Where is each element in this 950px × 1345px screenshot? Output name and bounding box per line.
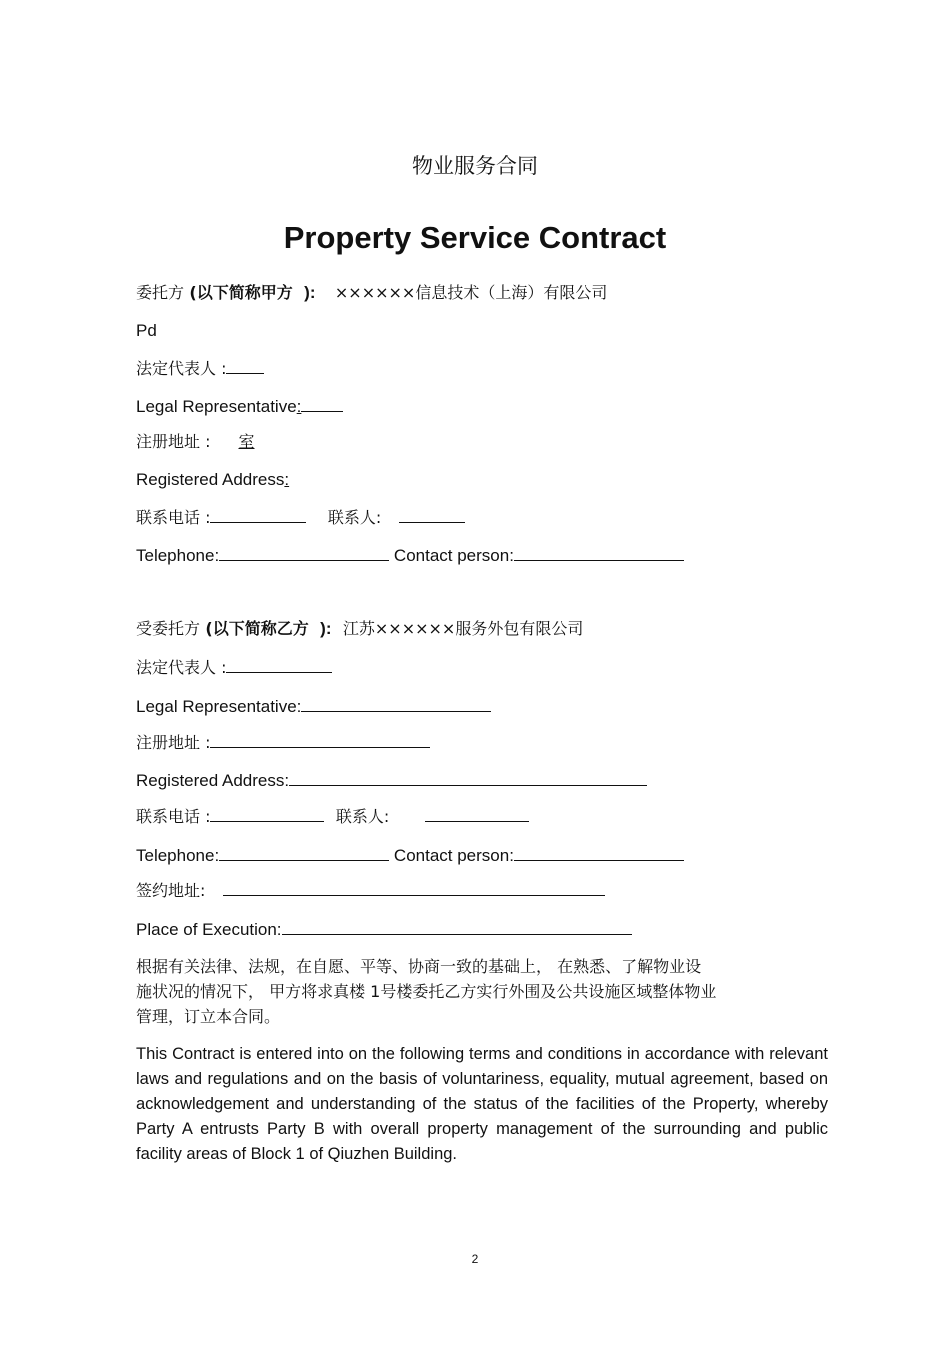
party-b-contact-cn: 联系人: [335,807,390,826]
party-b-contact-cn-blank[interactable] [425,805,529,822]
party-b-reg-addr-en: Registered Address: [136,771,290,790]
party-a-phone-cn-line [136,506,465,529]
party-a-contact-en: Contact person: [393,546,514,565]
place-cn-blank[interactable] [223,879,605,896]
party-b-label: 受委托方 [136,619,201,638]
preamble-cn-line-1: 根据有关法律、法规，在自愿、平等、协商一致的基础上， 在熟悉、了解物业设 [136,957,702,976]
party-a-name: ××××××信息技术（上海）有限公司 [334,283,608,302]
party-b-contact-en-blank[interactable] [514,844,684,861]
party-a-reg-addr-en: Registered Address [136,470,285,489]
party-a-reg-addr-cn-line [136,431,297,453]
preamble-cn-line-3: 管理，订立本合同。 [136,1007,281,1026]
party-b-reg-addr-cn: 注册地址 : [136,733,211,752]
party-b-close: ): [320,619,332,638]
party-a-room-text: 室 [238,432,255,451]
party-b-phone-cn-blank[interactable] [210,805,324,822]
party-a-contact-cn: 联系人: [327,508,382,527]
party-a-legal-rep-en-colon: : [296,397,302,416]
party-b-legal-rep-en-line [136,695,491,718]
party-a-phone-cn: 联系电话 : [136,508,211,527]
party-b-reg-addr-cn-line [136,731,430,754]
party-a-legal-rep-cn: 法定代表人 : [136,359,227,378]
party-a-close: ): [304,283,316,302]
party-b-paren: (以下简称乙方 [205,619,309,638]
place-en-line [136,918,632,941]
page-number: 2 [471,1252,479,1266]
party-a-contact-en-blank[interactable] [514,544,684,561]
place-en-blank[interactable] [282,918,632,935]
party-a-line [136,282,607,304]
party-a-phone-en: Telephone: [136,546,220,565]
party-b-phone-en: Telephone: [136,846,220,865]
party-b-phone-en-line [136,844,684,867]
party-b-legal-rep-cn-line [136,656,332,679]
party-a-legal-rep-cn-blank[interactable] [226,357,264,374]
party-b-legal-rep-en-blank[interactable] [301,695,491,712]
place-en: Place of Execution: [136,920,282,939]
party-b-reg-addr-en-blank[interactable] [289,769,647,786]
party-b-reg-addr-en-line [136,769,647,792]
party-b-line [136,618,583,640]
party-a-label: 委托方 [136,283,185,302]
party-b-legal-rep-cn-blank[interactable] [226,656,332,673]
party-b-phone-en-blank[interactable] [219,844,389,861]
preamble-cn-line-2: 施状况的情况下， 甲方将求真楼 1号楼委托乙方实行外围及公共设施区域整体物业 [136,982,717,1001]
party-a-reg-addr-cn-value[interactable] [210,431,297,453]
title-english: Property Service Contract [283,220,667,255]
party-b-contact-en: Contact person: [393,846,514,865]
title-chinese: 物业服务合同 [412,154,538,178]
party-b-phone-cn: 联系电话 : [136,807,211,826]
party-b-legal-rep-en: Legal Representative: [136,697,302,716]
party-a-legal-rep-en-line [136,395,343,418]
preamble-chinese [136,954,816,1029]
party-a-reg-addr-en-line [136,469,289,491]
party-b-phone-cn-line [136,805,529,828]
party-a-phone-en-line [136,544,684,567]
party-a-legal-rep-en: Legal Representative [136,397,297,416]
party-a-paren: (以下简称甲方 [189,283,293,302]
party-a-contact-cn-blank[interactable] [399,506,465,523]
party-b-reg-addr-cn-blank[interactable] [210,731,430,748]
party-a-legal-rep-en-blank[interactable] [301,395,343,412]
party-a-phone-cn-blank[interactable] [210,506,306,523]
party-a-reg-addr-cn: 注册地址 : [136,432,211,451]
party-a-pd: Pd [136,321,157,340]
party-b-name: 江苏××××××服务外包有限公司 [342,619,584,638]
party-a-reg-addr-en-colon: : [284,470,290,489]
place-cn-line [136,879,605,902]
place-cn: 签约地址: [136,881,206,900]
preamble-english: This Contract is entered into on the following terms and conditions in accordance with relevant laws and regulations and on the basis of voluntariness, equality, mutual agreement, based on acknowledgement and understanding of the status of the facilities of the Property, whereby Party A entrusts Party B with overall property management of the surrounding and public facility areas of Block 1 of Qiuzhen Building. [136,1045,828,1163]
party-b-legal-rep-cn: 法定代表人 : [136,658,227,677]
party-a-legal-rep-cn-line [136,357,264,380]
party-a-phone-en-blank[interactable] [219,544,389,561]
